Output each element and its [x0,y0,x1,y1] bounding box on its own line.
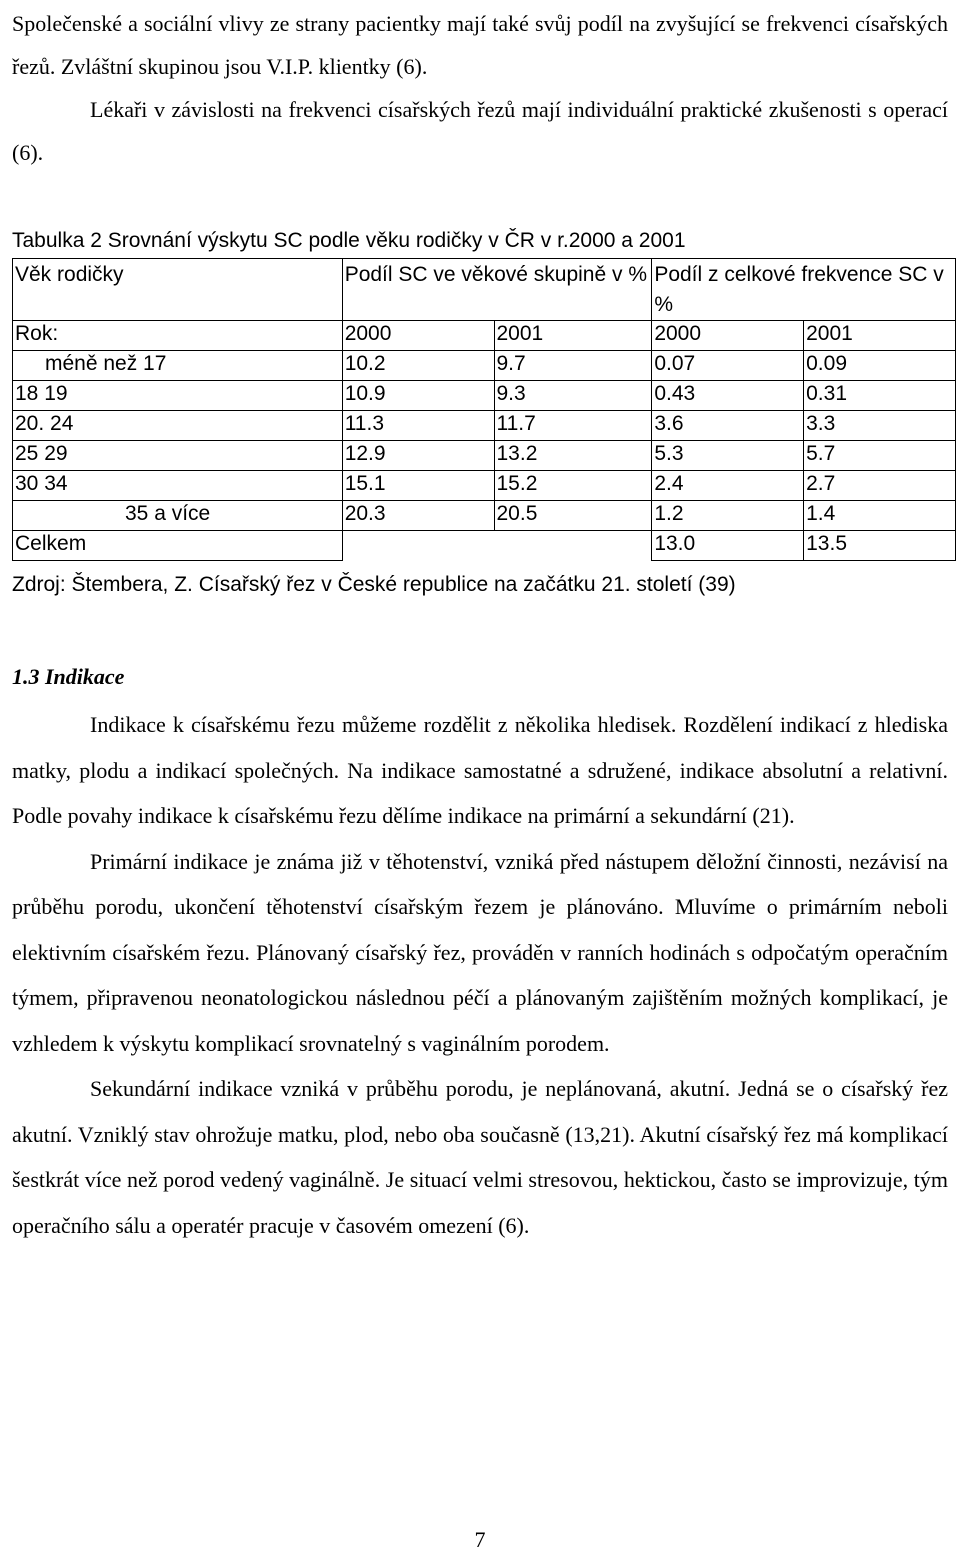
value-cell: 9.3 [494,381,652,411]
age-cell: 35 a více [13,501,343,531]
value-cell: 12.9 [342,441,494,471]
page-number: 7 [474,1527,486,1552]
sc-age-table [12,258,956,561]
value-cell: 5.7 [804,441,956,471]
table-row [13,471,956,501]
section-heading: 1.3 Indikace [12,664,125,689]
age-cell: 18 19 [13,381,343,411]
value-cell: 3.3 [804,411,956,441]
value-cell: 10.2 [342,351,494,381]
age-cell: 25 29 [13,441,343,471]
intro-paragraph-2: Lékaři v závislosti na frekvenci císařských řezů mají individuální praktické zkušenosti s operací (6). [12,97,948,165]
value-cell: 0.43 [652,381,804,411]
empty-cell [342,531,652,561]
value-cell: 11.7 [494,411,652,441]
age-cell: 30 34 [13,471,343,501]
value-cell: 20.3 [342,501,494,531]
value-cell: 15.2 [494,471,652,501]
value-cell: 0.31 [804,381,956,411]
table-source: Zdroj: Štembera, Z. Císařský řez v České republice na začátku 21. století (39) [12,573,736,596]
intro-paragraph-1: Společenské a sociální vlivy ze strany pacientky mají také svůj podíl na zvyšující se frekvenci císařských řezů. Zvláštní skupinou jsou V.I.P. klientky (6). [12,11,948,79]
value-cell: 1.4 [804,501,956,531]
table-row [13,351,956,381]
year-cell: 2000 [652,321,804,351]
table-year-row [13,321,956,351]
table-header-row [13,259,956,321]
value-cell: 0.07 [652,351,804,381]
value-cell: 20.5 [494,501,652,531]
total-label: Celkem [13,531,343,561]
year-cell: 2001 [494,321,652,351]
table-row [13,501,956,531]
total-value-cell: 13.0 [652,531,804,561]
value-cell: 2.7 [804,471,956,501]
age-cell: 20. 24 [13,411,343,441]
total-value-cell: 13.5 [804,531,956,561]
table-row [13,381,956,411]
value-cell: 10.9 [342,381,494,411]
year-cell: 2001 [804,321,956,351]
value-cell: 11.3 [342,411,494,441]
table-total-row [13,531,956,561]
section-body [12,702,948,1248]
header-share-total: Podíl z celkové frekvence SC v % [652,259,956,321]
age-cell: méně než 17 [13,351,343,381]
value-cell: 15.1 [342,471,494,501]
value-cell: 2.4 [652,471,804,501]
year-cell: 2000 [342,321,494,351]
value-cell: 13.2 [494,441,652,471]
header-age: Věk rodičky [13,259,343,321]
value-cell: 9.7 [494,351,652,381]
paragraph: Sekundární indikace vzniká v průběhu porodu, je neplánovaná, akutní. Jedná se o císařský řez akutní. Vzniklý stav ohrožuje matku, plod, nebo oba současně (13,21). Akutní císařský řez má komplikací šestkrát více než porod vedený vaginálně. Je situací velmi stresovou, hektickou, často se improvizuje, tým operačního sálu a operatér pracuje v časovém omezení (6). [12,1076,948,1238]
table-caption: Tabulka 2 Srovnání výskytu SC podle věku rodičky v ČR v r.2000 a 2001 [12,229,686,252]
header-share-age-group: Podíl SC ve věkové skupině v % [342,259,652,321]
value-cell: 5.3 [652,441,804,471]
year-label: Rok: [13,321,343,351]
paragraph: Indikace k císařskému řezu můžeme rozdělit z několika hledisek. Rozdělení indikací z hlediska matky, plodu a indikací společných. Na indikace samostatné a sdružené, indikace absolutní a relativní. Podle povahy indikace k císařskému řezu dělíme indikace na primární a sekundární (21). [12,712,948,828]
value-cell: 3.6 [652,411,804,441]
table-row [13,441,956,471]
value-cell: 0.09 [804,351,956,381]
table-row [13,411,956,441]
paragraph: Primární indikace je známa již v těhotenství, vzniká před nástupem děložní činnosti, nezávisí na průběhu porodu, ukončení těhotenství císařským řezem je plánováno. Mluvíme o primárním neboli elektivním císařském řezu. Plánovaný císařský řez, prováděn v ranních hodinách s odpočatým operačním týmem, připravenou neonatologickou následnou péčí a plánovaným zajištěním možných komplikací, je vzhledem k výskytu komplikací srovnatelný s vaginálním porodem. [12,848,948,1056]
value-cell: 1.2 [652,501,804,531]
